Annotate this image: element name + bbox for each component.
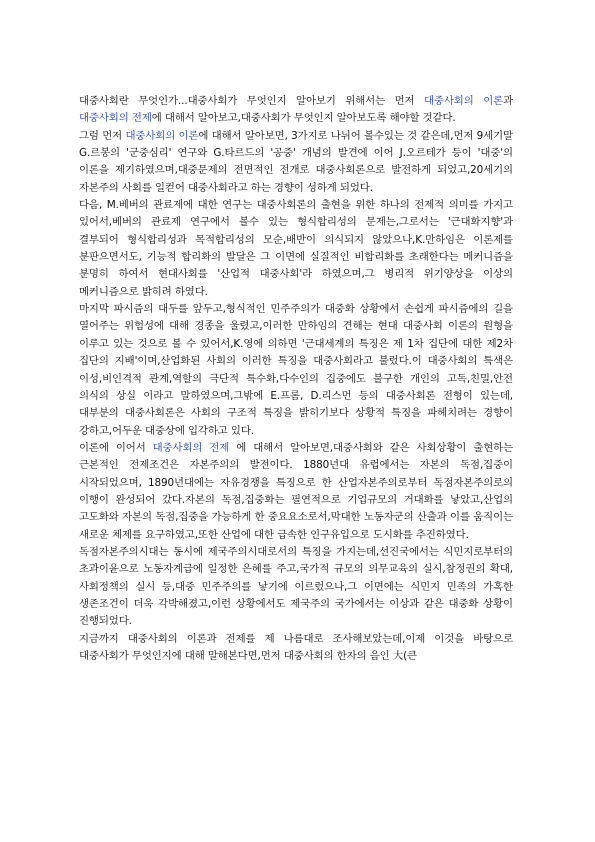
paragraph-text: 이론에 이어서 <box>79 441 153 454</box>
highlighted-term: 대중사회의 전제 <box>152 441 230 454</box>
highlighted-term: 대중사회의 이론 <box>125 129 199 142</box>
paragraph-text: 에 대해서 알아보면,대중사회와 같은 사회상황이 출현하는 근본적인 전제조건은 자본주의의 발전이다. 1880년대 유럽에서는 자본의 독점,집중이 시작되었으며, 1890년대에는 자유경쟁을 특징으로 한 산업자본주의로부터 독점자본주의로의 이행이 완성되어 갔다.자본의 독점,집중화는 필연적으로 기업규모의 거대화를 낳았고,산업의 고도화와 자본의 독점,집중을 가능하게 한 중요요소로서,막대한 노동자군의 산출과 이를 움직이는 새로운 체제를 요구하였고,또한 산업에 대한 급속한 인구유입으로 도시화를 추진하였다. <box>79 441 514 541</box>
document-body <box>79 93 513 665</box>
paragraph-text: 대중사회란 무엇인가...대중사회가 무엇인지 알아보기 위해서는 먼저 <box>79 95 424 107</box>
highlighted-term: 대중사회의 이론 <box>423 95 504 107</box>
paragraph-text: 지금까지 대중사회의 이론과 전제를 제 나름대로 조사해보았는데,이제 이것을 바탕으로 대중사회가 무엇인지에 대해 말해본다면,먼저 대중사회의 한자의 음인 大(큰 <box>79 632 513 662</box>
paragraph <box>79 631 513 666</box>
paragraph-text: 독점자본주의시대는 동시에 제국주의시대로서의 특징을 가지는데,선진국에서는 식민지로부터의 초과이윤으로 노동자계급에 일정한 은혜를 주고,국가적 규모의 의무교육의 실시,참정권의 확대,사회정책의 실시 등,대중 민주주의를 낳기에 이르렀으나,그 이면에는 식민지 민족의 가혹한 생존조건이 더욱 각박해졌고,이런 상황에서도 제국주의 국가에서는 이상과 같은 대중화 상황이 진행되었다. <box>79 545 513 628</box>
paragraph <box>79 544 513 631</box>
paragraph-text: 마지막 파시즘의 대두를 앞두고,형식적인 민주주의가 대중화 상황에서 손쉽게 파시즘에의 길을 열어주는 위험성에 대해 경종을 울렸고,이러한 만하임의 견해는 현대 대중사회 이론의 원형을 이루고 있는 것으로 볼 수 있어서,K.영에 의하면 '근대세계의 특징은 제 1차 집단에 대한 제2차 집단의 지배'이며,산업화된 사회의 이러한 특징을 대중사회라고 불렀다.이 대중사회의 특색은 이성,비인격적 관계,역할의 극단적 특수화,다수인의 집중에도 불구한 개인의 고독,친밀,안전 의식의 상실 이라고 말하였으며,그밖에 E.프롬, D.리스먼 등의 대중사회론 전형이 있는데,대부분의 대중사회론은 사회의 구조적 특징을 밝히기보다 상황적 특징을 파헤치려는 경향이 강하고,어두운 대중상에 입각하고 있다. <box>79 303 513 437</box>
paragraph-text: 에 대해서 알아보면, 3가지로 나뉘어 볼수있는 것 같은데,먼저 9세기말 G.르봉의 '군중심리' 연구와 G.타르드의 '공중' 개념의 발견에 이어 J.오르테가 등이 '대중'의 이론을 제기하였으며,대중문제의 전면적인 전개로 대중사회론으로 발전하게 되었고,20세기의 자본주의 사회를 일컫어 대중사회라고 하는 경향이 성하게 되었다. <box>79 129 513 194</box>
paragraph-text: 그럼 먼저 <box>79 129 126 142</box>
paragraph-text: 다음, M.베버의 관료제에 대한 연구는 대중사회론의 출현을 위한 하나의 전제적 의미를 가지고 있어서,베버의 관료제 연구에서 볼수 있는 형식합리성의 문제는,그로서는 '근대화지향'과 결부되어 형식합리성과 목적합리성의 모순,배반이 의식되지 않았으나,K.만하임은 이론제를 분판으면서도, 기능적 합리화의 발달은 그 이면에 실질적인 비합리화를 초래한다는 메커니즘을 분명히 하여서 현대사회를 '산업적 대중사회'라 하였으며,그 병리적 위기양상을 이상의 메커니즘으로 밝히려 하였다. <box>79 199 513 298</box>
paragraph <box>79 440 513 544</box>
paragraph <box>79 301 513 440</box>
paragraph <box>79 93 513 128</box>
paragraph-text: 에 대해서 알아보고,대중사회가 무엇인지 알아보도록 해야할 것같다. <box>151 112 456 125</box>
paragraph <box>79 128 513 197</box>
paragraph <box>79 197 513 301</box>
highlighted-term: 대중사회의 전제 <box>79 112 152 125</box>
paragraph-text: 과 <box>503 95 514 107</box>
